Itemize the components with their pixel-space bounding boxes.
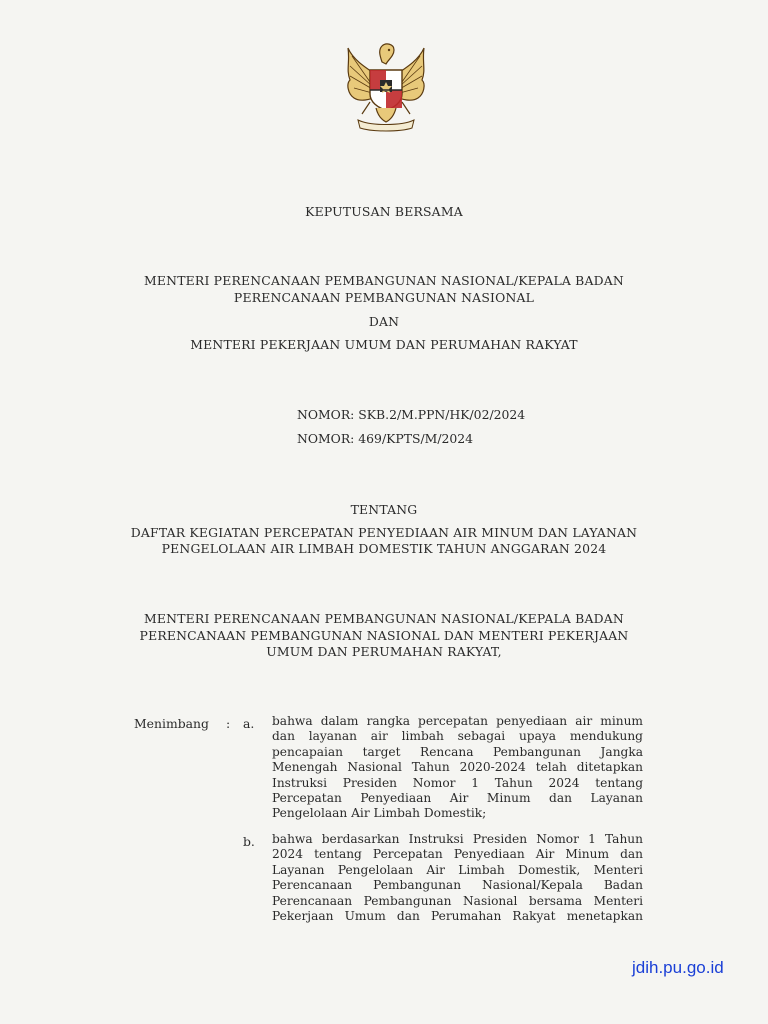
considering-item-a-letter: a. (243, 716, 255, 731)
text-line: Perencanaan Pembangunan Nasional bersama Menteri (272, 893, 643, 908)
text-line: 2024 tentang Percepatan Penyediaan Air Minum dan (272, 847, 643, 862)
source-watermark: jdih.pu.go.id (632, 958, 724, 977)
minister-1-title-line-1: MENTERI PERENCANAAN PEMBANGUNAN NASIONAL/KEPALA BADAN (144, 273, 624, 288)
document-type-heading: KEPUTUSAN BERSAMA (305, 204, 463, 219)
conjunction-dan: DAN (368, 314, 400, 329)
text-line: Instruksi Presiden Nomor 1 Tahun 2024 tentang (272, 775, 643, 790)
text-line: Percepatan Penyediaan Air Minum dan Layanan (272, 791, 643, 806)
text-line: Pengelolaan Air Limbah Domestik; (272, 806, 487, 821)
text-line: dan layanan air limbah sebagai upaya mendukung (272, 729, 643, 744)
subject-line-1: DAFTAR KEGIATAN PERCEPATAN PENYEDIAAN AIR MINUM DAN LAYANAN (130, 525, 638, 540)
text-line: Menengah Nasional Tahun 2020-2024 telah ditetapkan (272, 760, 643, 775)
issuer-line-2: PERENCANAAN PEMBANGUNAN NASIONAL DAN MENTERI PEKERJAAN (139, 628, 629, 643)
text-line: bahwa dalam rangka percepatan penyediaan air minum (272, 714, 643, 728)
considering-colon: : (226, 716, 231, 731)
issuer-line-3: UMUM DAN PERUMAHAN RAKYAT, (266, 644, 502, 659)
minister-2-title: MENTERI PEKERJAAN UMUM DAN PERUMAHAN RAKYAT (190, 337, 578, 352)
considering-item-b-letter: b. (243, 834, 255, 849)
about-label: TENTANG (350, 502, 418, 517)
text-line: bahwa berdasarkan Instruksi Presiden Nomor 1 Tahun (272, 832, 643, 846)
garuda-emblem-icon (340, 40, 432, 134)
decree-number-2: NOMOR: 469/KPTS/M/2024 (297, 431, 474, 446)
considering-label: Menimbang (134, 716, 209, 731)
text-line: pencapaian target Rencana Pembangunan Jangka (272, 744, 643, 759)
text-line: Layanan Pengelolaan Air Limbah Domestik, Menteri (272, 862, 643, 877)
text-line: Pekerjaan Umum dan Perumahan Rakyat menetapkan (272, 909, 643, 924)
considering-item-a-text (272, 714, 643, 822)
decree-number-1: NOMOR: SKB.2/M.PPN/HK/02/2024 (297, 407, 526, 422)
issuer-line-1: MENTERI PERENCANAAN PEMBANGUNAN NASIONAL/KEPALA BADAN (144, 611, 624, 626)
subject-line-2: PENGELOLAAN AIR LIMBAH DOMESTIK TAHUN ANGGARAN 2024 (161, 541, 607, 556)
considering-item-b-text (272, 832, 643, 924)
minister-1-title-line-2: PERENCANAAN PEMBANGUNAN NASIONAL (233, 290, 535, 305)
text-line: Perencanaan Pembangunan Nasional/Kepala Badan (272, 878, 643, 893)
